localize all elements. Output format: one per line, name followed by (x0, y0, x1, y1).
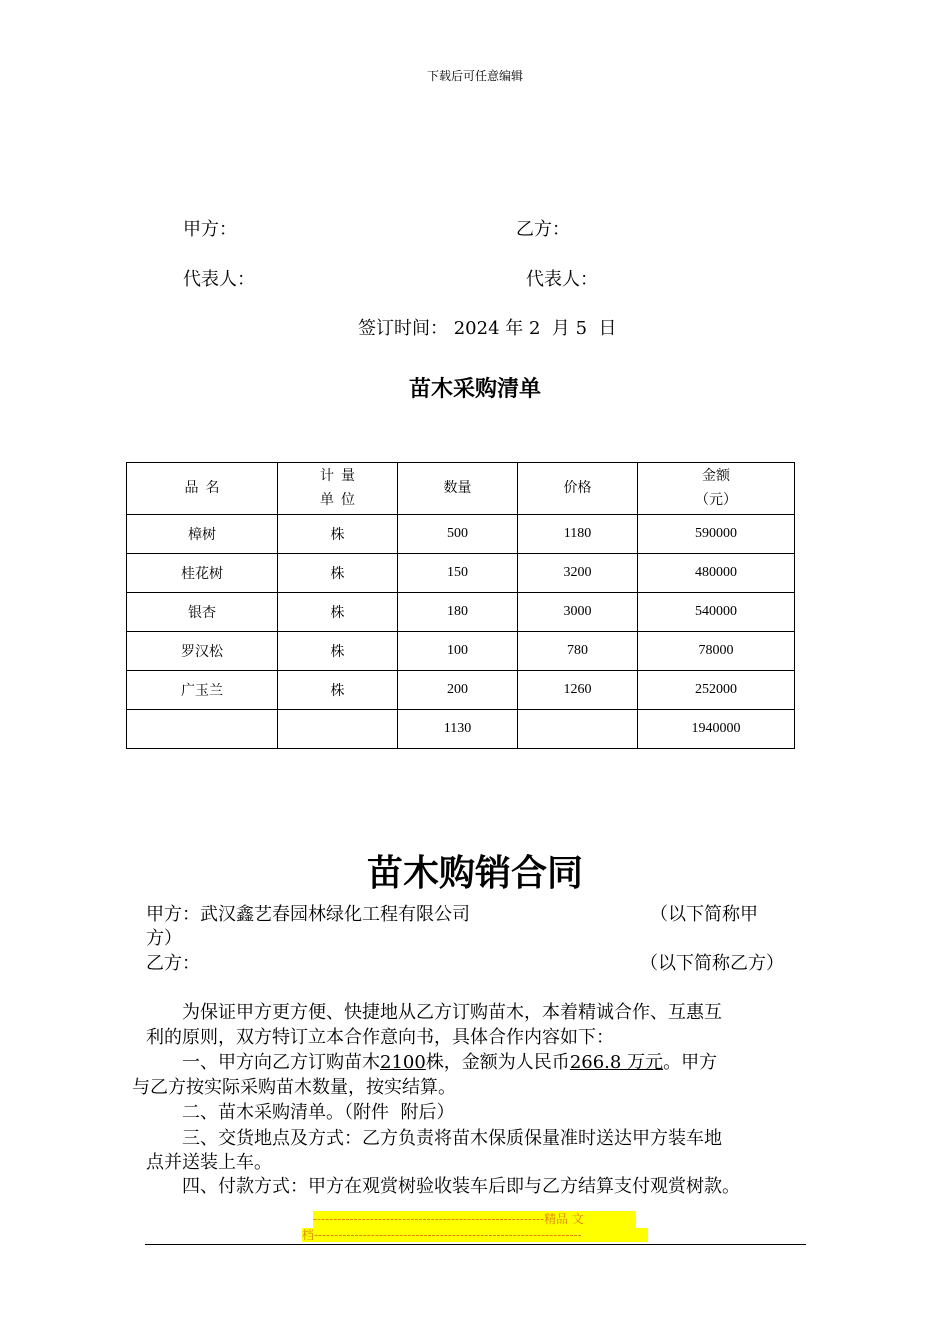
cell-qty: 200 (398, 671, 518, 710)
cell-name: 罗汉松 (127, 632, 278, 671)
table-row (127, 593, 795, 632)
header-note: 下载后可任意编辑 (426, 69, 523, 83)
contract-party-b: 乙方： (146, 953, 200, 974)
clause-2: 二、苗木采购清单。（附件 附后） (182, 1102, 455, 1123)
header-name: 品 名 (127, 463, 278, 515)
cell-unit: 株 (278, 632, 398, 671)
cell-qty: 100 (398, 632, 518, 671)
cell-amount: 590000 (638, 515, 795, 554)
party-a-label: 甲方： (183, 219, 237, 240)
header-amount: 金额 （元） (638, 463, 795, 515)
total-qty: 1130 (398, 710, 518, 749)
cell-unit: 株 (278, 671, 398, 710)
table-header-row (127, 463, 795, 515)
footer-rule (145, 1244, 806, 1245)
order-amount: 266.8 万元 (569, 1052, 664, 1073)
header-unit: 计 量 单 位 (278, 463, 398, 515)
table-row (127, 515, 795, 554)
cell-name: 广玉兰 (127, 671, 278, 710)
cell-price: 1180 (518, 515, 638, 554)
cell-name: 银杏 (127, 593, 278, 632)
cell-qty: 180 (398, 593, 518, 632)
table-row (127, 554, 795, 593)
footer-mark-line-2: 档------------------------------------------------------------------ (302, 1228, 648, 1242)
header-qty: 数量 (398, 463, 518, 515)
rep-a-label: 代表人： (183, 269, 255, 290)
cell-name: 樟树 (127, 515, 278, 554)
list-title: 苗木采购清单 (408, 376, 541, 402)
cell-price: 1260 (518, 671, 638, 710)
cell-amount: 480000 (638, 554, 795, 593)
purchase-table (126, 462, 795, 749)
cell-qty: 150 (398, 554, 518, 593)
table-row (127, 671, 795, 710)
intro-line-2: 利的原则，双方特订立本合作意向书，具体合作内容如下： (146, 1027, 614, 1048)
contract-party-b-alias: （以下简称乙方） (640, 953, 784, 974)
clause-1-cont: 与乙方按实际采购苗木数量，按实结算。 (132, 1077, 456, 1098)
party-b-label: 乙方： (516, 219, 570, 240)
cell-price: 3200 (518, 554, 638, 593)
contract-party-a: 甲方：武汉鑫艺春园林绿化工程有限公司 (146, 904, 470, 925)
contract-party-a-alias-cont: 方） (146, 928, 182, 949)
cell-unit: 株 (278, 515, 398, 554)
cell-price: 780 (518, 632, 638, 671)
cell-qty: 500 (398, 515, 518, 554)
header-price: 价格 (518, 463, 638, 515)
cell-price: 3000 (518, 593, 638, 632)
cell-price (518, 710, 638, 749)
intro-line-1: 为保证甲方更方便、快捷地从乙方订购苗木，本着精诚合作、互惠互 (182, 1002, 722, 1023)
cell-name: 桂花树 (127, 554, 278, 593)
cell-unit: 株 (278, 593, 398, 632)
table-row (127, 632, 795, 671)
order-quantity: 2100 (380, 1052, 426, 1073)
cell-unit (278, 710, 398, 749)
contract-title: 苗木购销合同 (366, 852, 583, 894)
contract-party-a-alias: （以下简称甲 (650, 904, 758, 925)
cell-unit: 株 (278, 554, 398, 593)
sign-date: 签订时间： 2024 年 2 月 5 日 (358, 318, 617, 339)
total-amount: 1940000 (638, 710, 795, 749)
table-total-row (127, 710, 795, 749)
cell-amount: 78000 (638, 632, 795, 671)
clause-3-cont: 点并送装上车。 (146, 1152, 272, 1173)
footer-mark-line-1: ---------------------------------------------------------精品 文 (313, 1211, 636, 1228)
cell-name (127, 710, 278, 749)
rep-b-label: 代表人： (526, 269, 598, 290)
cell-amount: 252000 (638, 671, 795, 710)
clause-3: 三、交货地点及方式：乙方负责将苗木保质保量准时送达甲方装车地 (182, 1128, 722, 1149)
clause-4: 四、付款方式：甲方在观赏树验收装车后即与乙方结算支付观赏树款。 (182, 1176, 740, 1197)
cell-amount: 540000 (638, 593, 795, 632)
clause-1: 一、甲方向乙方订购苗木2100株，金额为人民币266.8 万元。甲方 (182, 1052, 718, 1073)
